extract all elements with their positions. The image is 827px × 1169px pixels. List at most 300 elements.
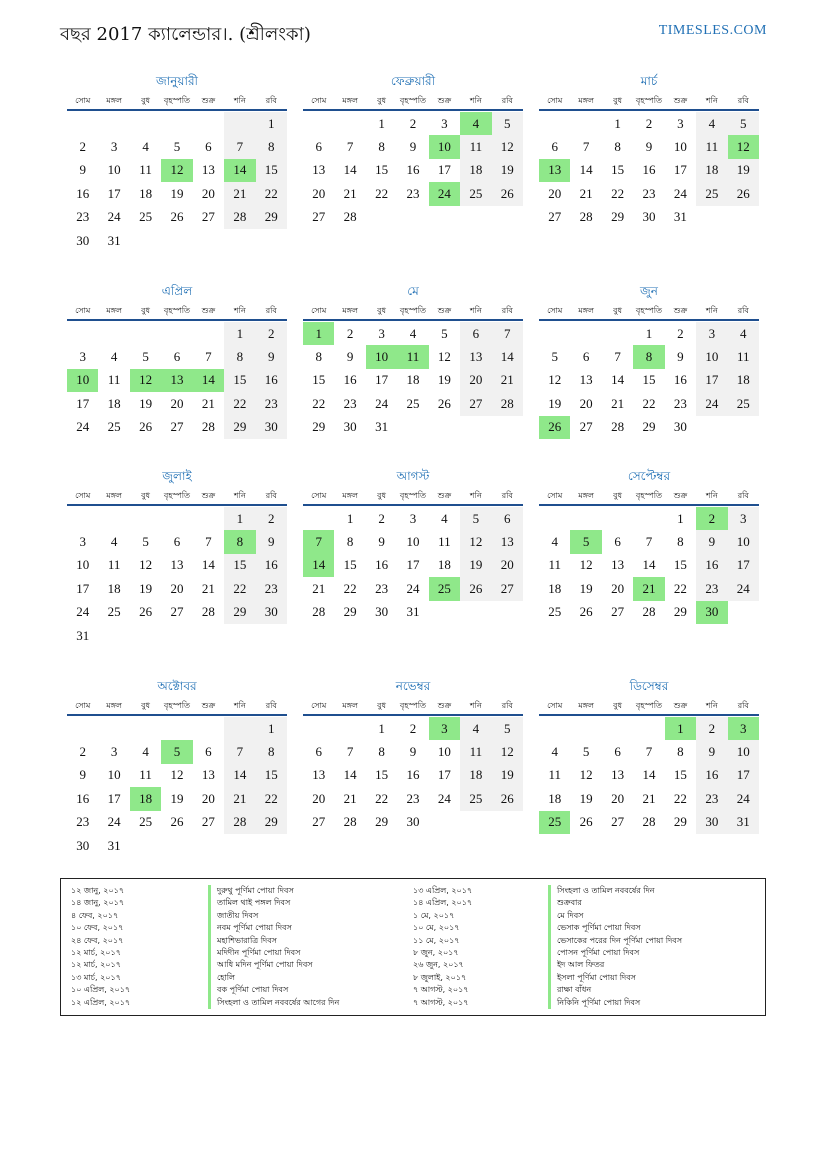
day-cell: 29	[224, 416, 255, 439]
day-cell: 31	[728, 811, 759, 834]
day-cell: 10	[437, 744, 451, 760]
holiday-day-cell: 13	[539, 159, 570, 182]
weekday-label: বৃহস্পতি	[163, 306, 191, 315]
day-cell: 9	[378, 534, 385, 550]
day-cell: 11	[728, 345, 759, 368]
day-cell: 2	[696, 717, 727, 740]
day-cell: 25	[107, 604, 121, 620]
day-cell: 9	[256, 530, 287, 553]
month-name: এপ্রিল	[161, 284, 193, 298]
day-cell: 22	[256, 787, 287, 810]
day-cell: 7	[614, 349, 621, 365]
weekday-label: শনি	[705, 96, 718, 105]
day-cell: 16	[696, 554, 727, 577]
weekday-label: বুধ	[141, 701, 151, 710]
day-cell: 16	[696, 764, 727, 787]
empty-day-cell	[539, 112, 570, 135]
day-cell: 27	[170, 604, 184, 620]
day-grid	[303, 507, 523, 624]
day-cell: 5	[582, 744, 590, 760]
month-calendar	[67, 282, 287, 439]
day-cell: 14	[611, 372, 625, 388]
day-cell: 3	[378, 325, 385, 341]
day-cell: 19	[460, 554, 491, 577]
month-calendar	[539, 282, 759, 439]
weekday-label: বুধ	[377, 491, 387, 500]
day-cell: 13	[579, 372, 593, 388]
day-cell: 25	[696, 182, 727, 205]
weekday-label: সোম	[311, 491, 327, 500]
weekday-header	[539, 697, 759, 716]
day-cell: 27	[201, 814, 215, 830]
holiday-date: ১৩ এপ্রিল, ২০১৭	[413, 886, 473, 895]
day-cell: 20	[201, 185, 215, 201]
day-cell: 16	[673, 372, 687, 388]
holiday-date: ১ মে, ২০১৭	[413, 910, 455, 920]
weekday-label: রবি	[737, 306, 749, 315]
day-cell: 6	[205, 744, 212, 760]
weekday-header	[67, 302, 287, 321]
day-cell: 1	[378, 720, 385, 736]
empty-day-cell	[67, 112, 98, 135]
month-calendar	[67, 467, 287, 647]
empty-day-cell	[602, 322, 633, 345]
holiday-name: হোলি	[208, 972, 339, 984]
day-cell: 17	[696, 369, 727, 392]
day-cell: 22	[375, 185, 389, 201]
holiday-day-cell: 1	[303, 322, 334, 345]
empty-day-cell	[193, 112, 224, 135]
day-cell: 17	[673, 162, 687, 178]
day-cell: 24	[696, 392, 727, 415]
empty-day-cell	[303, 112, 334, 135]
day-cell: 9	[677, 349, 684, 365]
holiday-day-cell: 26	[539, 416, 570, 439]
month-name: ডিসেম্বর	[629, 679, 669, 693]
day-grid	[67, 717, 287, 857]
holiday-date: ১২ মার্চ, ২০১৭	[71, 947, 121, 957]
day-cell: 31	[76, 627, 90, 643]
day-cell: 12	[548, 372, 562, 388]
day-grid	[67, 112, 287, 252]
day-cell: 5	[728, 112, 759, 135]
weekday-label: সোম	[311, 96, 327, 105]
day-cell: 22	[375, 790, 389, 806]
day-cell: 31	[406, 604, 420, 620]
day-cell: 15	[673, 557, 687, 573]
day-cell: 4	[142, 744, 149, 760]
empty-day-cell	[67, 507, 98, 530]
weekday-label: সোম	[547, 96, 563, 105]
weekday-label: বুধ	[377, 96, 387, 105]
empty-day-cell	[193, 507, 224, 530]
day-cell: 8	[677, 534, 684, 550]
day-cell: 25	[139, 209, 153, 225]
day-cell: 30	[406, 814, 420, 830]
day-cell: 14	[224, 764, 255, 787]
weekday-label: বুধ	[141, 306, 151, 315]
holiday-day-cell: 2	[696, 507, 727, 530]
day-cell: 28	[201, 419, 215, 435]
day-cell: 31	[107, 837, 121, 853]
weekday-label: মঙ্গল	[578, 491, 594, 500]
holiday-day-cell: 12	[130, 369, 161, 392]
weekday-label: শনি	[233, 306, 246, 315]
day-cell: 22	[224, 577, 255, 600]
weekday-label: রবি	[265, 96, 277, 105]
empty-day-cell	[334, 717, 365, 740]
empty-day-cell	[334, 112, 365, 135]
weekday-label: মঙ্গল	[106, 96, 122, 105]
holiday-name: মহাশিভারাত্রি দিবস	[208, 935, 339, 947]
weekday-header	[303, 487, 523, 506]
weekday-label: মঙ্গল	[342, 96, 358, 105]
empty-day-cell	[130, 717, 161, 740]
holiday-date: ১০ এপ্রিল, ২০১৭	[71, 985, 131, 995]
day-cell: 19	[170, 790, 184, 806]
weekday-label: শনি	[233, 701, 246, 710]
day-cell: 5	[441, 325, 448, 341]
holiday-day-cell: 11	[397, 345, 428, 368]
day-cell: 1	[256, 717, 287, 740]
day-grid	[303, 322, 523, 439]
day-cell: 7	[645, 534, 653, 550]
day-cell: 24	[375, 395, 389, 411]
day-cell: 4	[441, 510, 448, 526]
empty-day-cell	[539, 507, 570, 530]
day-cell: 9	[346, 349, 354, 365]
day-cell: 21	[492, 369, 523, 392]
day-cell: 23	[343, 395, 357, 411]
holiday-day-cell: 3	[429, 717, 460, 740]
holiday-name: দুরুথু পূর্ণিমা পোয়া দিবস	[208, 885, 339, 897]
day-grid	[539, 507, 759, 624]
day-cell: 27	[170, 419, 184, 435]
weekday-label: শুক্র	[437, 306, 452, 315]
day-cell: 13	[611, 767, 625, 783]
weekday-label: রবি	[501, 701, 513, 710]
day-cell: 15	[343, 557, 357, 573]
day-cell: 19	[728, 159, 759, 182]
month-name: জানুয়ারী	[156, 74, 198, 88]
day-cell: 26	[579, 604, 593, 620]
weekday-label: রবি	[265, 306, 277, 315]
day-cell: 9	[409, 139, 417, 155]
empty-day-cell	[303, 717, 334, 740]
day-cell: 13	[201, 162, 215, 178]
day-cell: 28	[642, 814, 656, 830]
empty-day-cell	[161, 717, 192, 740]
day-cell: 5	[142, 349, 149, 365]
day-cell: 2	[378, 510, 385, 526]
empty-day-cell	[161, 507, 192, 530]
day-cell: 20	[579, 395, 593, 411]
day-cell: 8	[346, 534, 354, 550]
day-cell: 21	[611, 395, 625, 411]
day-cell: 21	[642, 790, 656, 806]
day-cell: 16	[76, 790, 90, 806]
holiday-name: বক পূর্ণিমা পোয়া দিবস	[208, 984, 339, 996]
day-cell: 28	[224, 811, 255, 834]
weekday-label: রবি	[501, 96, 513, 105]
weekday-label: রবি	[265, 701, 277, 710]
weekday-header	[303, 697, 523, 716]
day-cell: 19	[579, 580, 593, 596]
weekday-label: মঙ্গল	[578, 96, 594, 105]
day-cell: 17	[728, 554, 759, 577]
day-grid	[303, 717, 523, 834]
weekday-label: বৃহস্পতি	[163, 491, 191, 500]
holiday-day-cell: 5	[570, 530, 601, 553]
day-cell: 20	[492, 554, 523, 577]
day-cell: 12	[579, 557, 593, 573]
day-cell: 7	[224, 135, 255, 158]
weekday-label: মঙ্গল	[342, 701, 358, 710]
day-cell: 2	[256, 507, 287, 530]
weekday-header	[303, 302, 523, 321]
day-cell: 27	[312, 814, 326, 830]
holiday-name: মদিদীন পূর্ণিমা পোয়া দিবস	[208, 947, 339, 959]
day-cell: 19	[170, 185, 184, 201]
weekday-label: শুক্র	[201, 96, 216, 105]
day-cell: 20	[312, 790, 326, 806]
day-cell: 4	[728, 322, 759, 345]
day-cell: 29	[611, 209, 625, 225]
weekday-label: রবি	[501, 491, 513, 500]
day-cell: 24	[406, 580, 420, 596]
day-cell: 21	[343, 185, 357, 201]
day-cell: 12	[170, 767, 184, 783]
day-cell: 11	[548, 767, 561, 783]
day-cell: 7	[346, 139, 354, 155]
day-cell: 23	[406, 185, 420, 201]
day-cell: 9	[256, 345, 287, 368]
day-cell: 5	[492, 112, 523, 135]
day-cell: 8	[256, 740, 287, 763]
weekday-label: শনি	[233, 96, 246, 105]
day-cell: 5	[492, 717, 523, 740]
empty-day-cell	[161, 112, 192, 135]
day-cell: 26	[170, 814, 184, 830]
holiday-day-cell: 21	[633, 577, 664, 600]
day-cell: 11	[548, 557, 561, 573]
day-cell: 27	[201, 209, 215, 225]
day-cell: 2	[409, 115, 417, 131]
day-cell: 30	[256, 416, 287, 439]
holiday-day-cell: 14	[303, 554, 334, 577]
day-cell: 26	[139, 604, 153, 620]
empty-day-cell	[98, 112, 129, 135]
weekday-label: বৃহস্পতি	[635, 306, 663, 315]
weekday-label: শুক্র	[201, 701, 216, 710]
weekday-label: শনি	[705, 701, 718, 710]
day-cell: 20	[611, 790, 625, 806]
holiday-date: ১৪ এপ্রিল, ২০১৭	[413, 898, 473, 908]
day-cell: 31	[107, 232, 121, 248]
day-cell: 21	[224, 182, 255, 205]
day-cell: 26	[460, 577, 491, 600]
day-cell: 16	[642, 162, 656, 178]
day-cell: 22	[673, 790, 687, 806]
day-cell: 24	[107, 814, 121, 830]
empty-day-cell	[224, 112, 255, 135]
holiday-name: ইদ আল ফিতর	[548, 959, 682, 971]
month-calendar	[67, 72, 287, 252]
day-cell: 15	[224, 554, 255, 577]
day-cell: 30	[343, 419, 357, 435]
day-cell: 30	[696, 811, 727, 834]
weekday-header	[67, 92, 287, 111]
day-cell: 2	[79, 744, 86, 760]
day-cell: 24	[728, 577, 759, 600]
day-cell: 1	[224, 322, 255, 345]
day-cell: 3	[110, 744, 118, 760]
weekday-label: শনি	[469, 96, 482, 105]
holiday-day-cell: 12	[161, 159, 192, 182]
weekday-label: বৃহস্পতি	[635, 96, 663, 105]
day-cell: 28	[579, 209, 593, 225]
holiday-date: ১১ মে, ২০১৭	[413, 935, 460, 945]
holiday-name: আধি মদিন পূর্ণিমা পোয়া দিবস	[208, 959, 339, 971]
day-cell: 18	[696, 159, 727, 182]
day-cell: 21	[224, 787, 255, 810]
day-cell: 26	[728, 182, 759, 205]
day-cell: 6	[492, 507, 523, 530]
day-cell: 15	[642, 372, 656, 388]
site-link[interactable]: TIMESLES.COM	[658, 23, 767, 38]
day-cell: 4	[551, 534, 558, 550]
holiday-day-cell: 1	[665, 717, 696, 740]
day-cell: 25	[548, 604, 562, 620]
day-grid	[67, 322, 287, 439]
empty-day-cell	[98, 322, 129, 345]
day-cell: 22	[611, 185, 625, 201]
holiday-day-cell: 4	[460, 112, 491, 135]
day-cell: 14	[579, 162, 593, 178]
day-cell: 18	[406, 372, 420, 388]
day-cell: 2	[346, 325, 354, 341]
weekday-label: বৃহস্পতি	[635, 491, 663, 500]
day-cell: 15	[256, 764, 287, 787]
day-cell: 16	[256, 554, 287, 577]
weekday-label: বুধ	[141, 96, 151, 105]
day-cell: 3	[409, 510, 417, 526]
holiday-day-cell: 13	[161, 369, 192, 392]
day-cell: 1	[677, 510, 684, 526]
empty-day-cell	[303, 507, 334, 530]
weekday-label: বৃহস্পতি	[163, 701, 191, 710]
weekday-label: শনি	[705, 491, 718, 500]
day-cell: 16	[406, 162, 420, 178]
day-cell: 16	[76, 185, 90, 201]
day-cell: 4	[460, 717, 491, 740]
day-cell: 4	[409, 325, 417, 341]
day-cell: 13	[312, 767, 326, 783]
day-cell: 3	[110, 139, 118, 155]
weekday-header	[303, 92, 523, 111]
holiday-day-cell: 5	[161, 740, 192, 763]
holiday-day-cell: 24	[429, 182, 460, 205]
day-cell: 22	[642, 395, 656, 411]
day-cell: 25	[728, 392, 759, 415]
weekday-label: সোম	[75, 306, 91, 315]
day-cell: 29	[224, 601, 255, 624]
empty-day-cell	[602, 507, 633, 530]
day-cell: 15	[224, 369, 255, 392]
day-cell: 20	[312, 185, 326, 201]
holiday-day-cell: 12	[728, 135, 759, 158]
day-cell: 15	[673, 767, 687, 783]
empty-day-cell	[570, 507, 601, 530]
day-cell: 23	[256, 577, 287, 600]
day-cell: 21	[579, 185, 593, 201]
empty-day-cell	[193, 322, 224, 345]
weekday-label: মঙ্গল	[342, 306, 358, 315]
day-cell: 20	[611, 580, 625, 596]
weekday-label: রবি	[501, 306, 513, 315]
holiday-date: ৮ জুন, ২০১৭	[413, 947, 459, 957]
day-cell: 7	[346, 744, 354, 760]
day-cell: 13	[201, 767, 215, 783]
holiday-name: ইসলা পূর্ণিমা পোয়া দিবস	[548, 972, 682, 984]
day-cell: 7	[582, 139, 590, 155]
day-cell: 6	[551, 139, 558, 155]
day-cell: 27	[548, 209, 562, 225]
day-cell: 19	[492, 159, 523, 182]
holiday-date: ৪ ফেব, ২০১৭	[71, 910, 119, 920]
month-name: মার্চ	[640, 74, 658, 88]
day-cell: 26	[492, 182, 523, 205]
month-name: নভেম্বর	[395, 679, 431, 693]
day-cell: 7	[645, 744, 653, 760]
holiday-day-cell: 14	[224, 159, 255, 182]
day-cell: 5	[173, 139, 181, 155]
weekday-label: শুক্র	[201, 491, 216, 500]
holiday-day-cell: 25	[429, 577, 460, 600]
day-cell: 23	[256, 392, 287, 415]
day-cell: 28	[492, 392, 523, 415]
month-name: অক্টোবর	[157, 679, 197, 693]
day-cell: 7	[224, 740, 255, 763]
day-cell: 30	[375, 604, 389, 620]
weekday-label: শনি	[705, 306, 718, 315]
day-cell: 24	[76, 419, 90, 435]
empty-day-cell	[98, 507, 129, 530]
day-cell: 15	[375, 767, 389, 783]
weekday-label: শুক্র	[437, 701, 452, 710]
day-cell: 8	[315, 349, 322, 365]
day-cell: 29	[256, 206, 287, 229]
day-cell: 11	[696, 135, 727, 158]
day-cell: 28	[343, 209, 357, 225]
weekday-header	[539, 302, 759, 321]
weekday-label: রবি	[265, 491, 277, 500]
day-grid	[67, 507, 287, 647]
day-cell: 25	[406, 395, 420, 411]
day-cell: 5	[142, 534, 149, 550]
day-cell: 30	[256, 601, 287, 624]
holiday-date: ৭ আগস্ট, ২০১৭	[413, 997, 469, 1007]
holiday-name: শুক্রবার	[548, 897, 682, 909]
day-cell: 24	[673, 185, 687, 201]
weekday-label: মঙ্গল	[578, 701, 594, 710]
day-cell: 17	[375, 372, 389, 388]
day-cell: 26	[579, 814, 593, 830]
weekday-header	[539, 487, 759, 506]
day-cell: 15	[312, 372, 326, 388]
holiday-dates-col-2	[413, 885, 472, 1009]
day-cell: 11	[139, 162, 152, 178]
